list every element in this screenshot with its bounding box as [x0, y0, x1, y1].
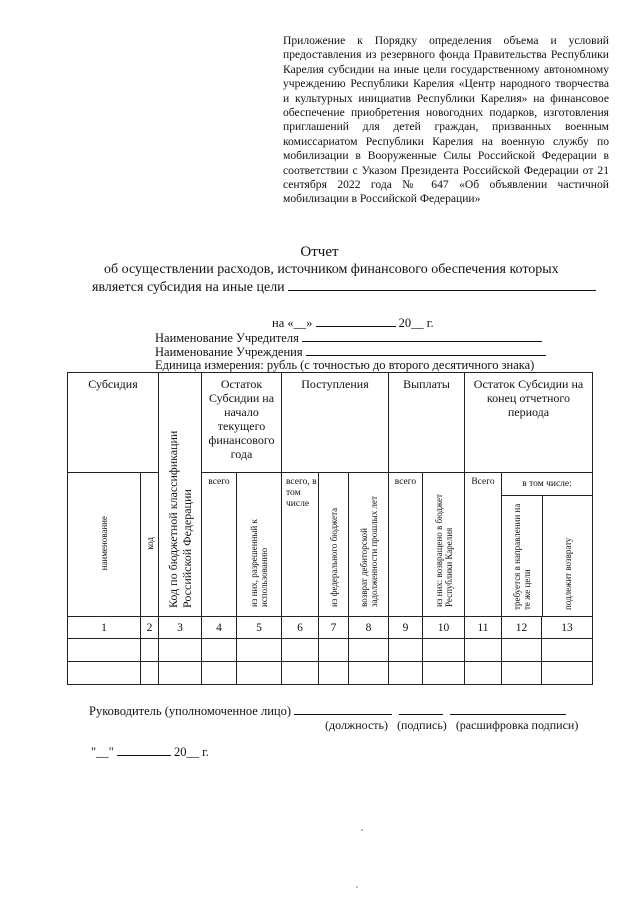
sub-federal-budget-text: из федерального бюджета	[328, 507, 339, 607]
table-cell[interactable]	[465, 662, 502, 685]
signature-captions	[325, 718, 578, 733]
caption-sign: (подпись)	[396, 718, 447, 732]
sub-total-end: Всего	[465, 473, 502, 617]
bottom-date	[91, 745, 209, 760]
sub-code-text: код	[144, 536, 155, 550]
col-num: 5	[237, 617, 282, 639]
table-cell[interactable]	[423, 639, 465, 662]
date-suffix: г.	[426, 316, 434, 330]
institution-fill-line	[306, 354, 546, 356]
sub-allowed-use	[237, 473, 282, 617]
sub-required-same	[502, 496, 543, 616]
unit-row: Единица измерения: рубль (с точностью до второго десятичного знака)	[155, 358, 535, 372]
date-day-blank: __	[293, 316, 307, 330]
table-cell[interactable]	[349, 662, 389, 685]
table-cell[interactable]	[349, 639, 389, 662]
bottom-suffix: г.	[202, 745, 209, 759]
sub-total-payments: всего	[389, 473, 423, 617]
subtitle-line2-text: является субсидия на иные цели	[92, 280, 285, 295]
sub-name	[68, 473, 141, 617]
purpose-fill-line	[288, 289, 596, 291]
signature-row	[89, 704, 566, 719]
table-cell[interactable]	[423, 662, 465, 685]
sub-returned-budget-text: из них: возвращено в бюджет Республики Карелия	[433, 494, 454, 607]
table-cell[interactable]	[542, 639, 593, 662]
date-year-prefix: 20	[398, 316, 412, 330]
table-cell[interactable]	[389, 662, 423, 685]
table-row	[68, 662, 593, 685]
table-cell[interactable]	[202, 662, 237, 685]
signature-decode-line	[450, 713, 566, 715]
table-cell[interactable]	[68, 662, 141, 685]
column-numbers-row	[68, 617, 593, 639]
col-num: 3	[159, 617, 202, 639]
sub-including: в том числе:	[502, 473, 592, 496]
table-cell[interactable]	[141, 639, 159, 662]
table-cell[interactable]	[502, 662, 542, 685]
header-receipts: Поступления	[282, 373, 389, 473]
table-cell[interactable]	[159, 639, 202, 662]
col-num: 10	[423, 617, 465, 639]
institution-label: Наименование Учреждения	[155, 345, 303, 359]
signature-position-line	[294, 713, 392, 715]
bottom-month-line	[117, 754, 171, 756]
scan-speck	[356, 886, 358, 888]
col-num: 4	[202, 617, 237, 639]
sub-total-start: всего	[202, 473, 237, 617]
bottom-year-blank: __	[186, 745, 199, 759]
sub-including-cols	[502, 496, 592, 616]
bottom-day-blank: __	[96, 745, 109, 759]
sub-code	[141, 473, 159, 617]
table-cell[interactable]	[141, 662, 159, 685]
table-row	[68, 639, 593, 662]
caption-position: (должность)	[325, 718, 388, 732]
table-cell[interactable]	[68, 639, 141, 662]
report-date-line	[272, 316, 434, 331]
table-cell[interactable]	[542, 662, 593, 685]
sub-debt-return-text: возврат дебиторской задолженности прошлых лет	[358, 496, 379, 607]
sub-required-same-text: требуется в направлении на те же цели	[512, 503, 532, 610]
header-end-balance: Остаток Субсидии на конец отчетного периода	[465, 373, 593, 473]
table-cell[interactable]	[202, 639, 237, 662]
sub-returned-budget	[423, 473, 465, 617]
date-month-line	[316, 325, 396, 327]
report-subtitle-line1: об осуществлении расходов, источником финансового обеспечения которых	[104, 262, 559, 277]
sub-federal-budget	[319, 473, 349, 617]
table-cell[interactable]	[502, 639, 542, 662]
col-num: 8	[349, 617, 389, 639]
header-payments: Выплаты	[389, 373, 465, 473]
col-num: 2	[141, 617, 159, 639]
sub-debt-return	[349, 473, 389, 617]
table-cell[interactable]	[319, 639, 349, 662]
sub-to-return-text: подлежит возврату	[562, 537, 573, 610]
table-cell[interactable]	[319, 662, 349, 685]
col-num: 1	[68, 617, 141, 639]
col-num: 11	[465, 617, 502, 639]
col-num: 7	[319, 617, 349, 639]
header-subsidy: Субсидия	[68, 373, 159, 473]
date-mid: »	[306, 316, 313, 330]
header-budget-code-text: Код по бюджетной классификации Российской Федерации	[166, 430, 194, 608]
date-year-blank: __	[411, 316, 424, 330]
table-cell[interactable]	[159, 662, 202, 685]
sub-total-receipts: всего, в том числе	[282, 473, 319, 617]
bottom-year-prefix: 20	[173, 745, 187, 759]
founder-fill-line	[302, 340, 542, 342]
sub-to-return	[543, 496, 592, 616]
table-cell[interactable]	[465, 639, 502, 662]
table-cell[interactable]	[282, 662, 319, 685]
col-num: 9	[389, 617, 423, 639]
report-title: Отчет	[300, 244, 339, 260]
header-start-balance: Остаток Субсидии на начало текущего финансового года	[202, 373, 282, 473]
caption-decode: (расшифровка подписи)	[455, 718, 579, 732]
table-cell[interactable]	[237, 662, 282, 685]
col-num: 13	[542, 617, 593, 639]
table-cell[interactable]	[237, 639, 282, 662]
table-cell[interactable]	[389, 639, 423, 662]
sub-allowed-use-text: из них, разрешенный к использованию	[249, 519, 269, 607]
scan-speck	[361, 829, 363, 831]
signature-label: Руководитель (уполномоченное лицо)	[89, 704, 292, 718]
appendix-text: Приложение к Порядку определения объема и условий предоставления из резервного фонда Правительства Республики Карелия субсидии на иные цели государственному автономному учреждению Республики Карелия «Центр народного творчества и культурных инициатив Республики Карелия» на финансовое обеспечение приобретения новогодних подарков, изготовления приглашений для детей граждан, призванных военным комиссариатом Республики Карелия на военную службу по мобилизации в Вооруженные Силы Российской Федерации в соответствии с Указом Президента Российской Федерации от 21 сентября 2022 года № 647 «Об объявлении частичной мобилизации в Российской Федерации»	[283, 34, 609, 206]
bottom-quote-open: "	[91, 745, 97, 759]
report-subtitle-line2	[92, 280, 596, 296]
sub-including-group	[502, 473, 593, 617]
table-cell[interactable]	[282, 639, 319, 662]
sub-name-text: наименование	[99, 515, 109, 571]
header-budget-code	[159, 373, 202, 617]
signature-sign-line	[399, 713, 443, 715]
col-num: 6	[282, 617, 319, 639]
report-table	[67, 372, 593, 685]
col-num: 12	[502, 617, 542, 639]
date-prefix: на «	[272, 316, 294, 330]
founder-label: Наименование Учредителя	[155, 331, 299, 345]
bottom-quote-close: "	[108, 745, 114, 759]
founder-row	[155, 331, 542, 346]
